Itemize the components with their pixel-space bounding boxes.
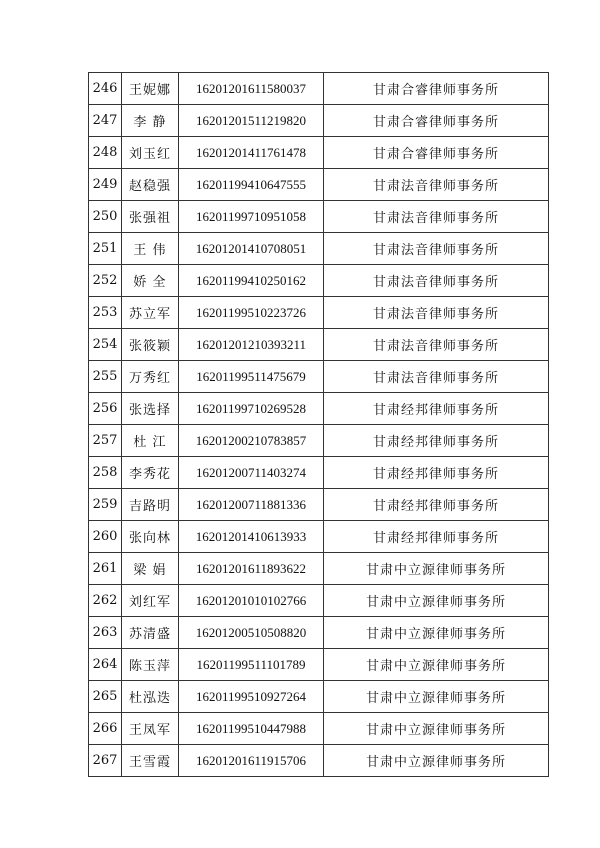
lawyer-name: 吉路明 [122, 489, 179, 521]
lawyer-name: 陈玉萍 [122, 649, 179, 681]
lawyer-name: 杜泓迭 [122, 681, 179, 713]
table-row [89, 137, 549, 169]
table-row [89, 617, 549, 649]
license-number: 16201199511101789 [179, 649, 324, 681]
law-firm-name: 甘肃中立源律师事务所 [324, 745, 549, 777]
law-firm-name: 甘肃中立源律师事务所 [324, 585, 549, 617]
law-firm-name: 甘肃法音律师事务所 [324, 169, 549, 201]
row-number: 255 [89, 361, 122, 393]
license-number: 16201200210783857 [179, 425, 324, 457]
license-number: 16201199511475679 [179, 361, 324, 393]
law-firm-name: 甘肃经邦律师事务所 [324, 457, 549, 489]
law-firm-name: 甘肃法音律师事务所 [324, 297, 549, 329]
lawyer-name: 王凤军 [122, 713, 179, 745]
law-firm-name: 甘肃中立源律师事务所 [324, 617, 549, 649]
lawyer-name: 娇 全 [122, 265, 179, 297]
license-number: 16201201511219820 [179, 105, 324, 137]
law-firm-name: 甘肃法音律师事务所 [324, 361, 549, 393]
license-number: 16201199710269528 [179, 393, 324, 425]
license-number: 16201199410250162 [179, 265, 324, 297]
lawyer-name: 王雪霞 [122, 745, 179, 777]
table-row [89, 585, 549, 617]
lawyer-name: 张筱颖 [122, 329, 179, 361]
row-number: 261 [89, 553, 122, 585]
table-row [89, 169, 549, 201]
lawyer-name: 杜 江 [122, 425, 179, 457]
row-number: 256 [89, 393, 122, 425]
lawyer-name: 张向林 [122, 521, 179, 553]
row-number: 254 [89, 329, 122, 361]
row-number: 251 [89, 233, 122, 265]
license-number: 16201201210393211 [179, 329, 324, 361]
table-row [89, 393, 549, 425]
law-firm-name: 甘肃经邦律师事务所 [324, 425, 549, 457]
license-number: 16201200711881336 [179, 489, 324, 521]
row-number: 253 [89, 297, 122, 329]
row-number: 265 [89, 681, 122, 713]
license-number: 16201201410708051 [179, 233, 324, 265]
lawyer-name: 苏立军 [122, 297, 179, 329]
lawyer-name: 王妮娜 [122, 73, 179, 105]
law-firm-name: 甘肃中立源律师事务所 [324, 681, 549, 713]
row-number: 257 [89, 425, 122, 457]
license-number: 16201199410647555 [179, 169, 324, 201]
license-number: 16201201611580037 [179, 73, 324, 105]
row-number: 260 [89, 521, 122, 553]
table-row [89, 425, 549, 457]
table-row [89, 745, 549, 777]
license-number: 16201199510927264 [179, 681, 324, 713]
license-number: 16201201611915706 [179, 745, 324, 777]
license-number: 16201200510508820 [179, 617, 324, 649]
lawyer-name: 王 伟 [122, 233, 179, 265]
row-number: 266 [89, 713, 122, 745]
table-row [89, 329, 549, 361]
lawyer-name: 刘玉红 [122, 137, 179, 169]
row-number: 250 [89, 201, 122, 233]
law-firm-name: 甘肃经邦律师事务所 [324, 521, 549, 553]
law-firm-name: 甘肃法音律师事务所 [324, 201, 549, 233]
row-number: 263 [89, 617, 122, 649]
law-firm-name: 甘肃合睿律师事务所 [324, 105, 549, 137]
table-row [89, 457, 549, 489]
table-row [89, 489, 549, 521]
lawyer-name: 梁 娟 [122, 553, 179, 585]
license-number: 16201199710951058 [179, 201, 324, 233]
table-row [89, 361, 549, 393]
law-firm-name: 甘肃法音律师事务所 [324, 329, 549, 361]
table-row [89, 681, 549, 713]
lawyer-name: 李秀花 [122, 457, 179, 489]
lawyer-name: 刘红军 [122, 585, 179, 617]
lawyer-name: 张强祖 [122, 201, 179, 233]
license-number: 16201199510447988 [179, 713, 324, 745]
row-number: 247 [89, 105, 122, 137]
law-firm-name: 甘肃中立源律师事务所 [324, 713, 549, 745]
lawyer-roster-table [88, 72, 549, 777]
license-number: 16201201611893622 [179, 553, 324, 585]
table-row [89, 73, 549, 105]
row-number: 248 [89, 137, 122, 169]
law-firm-name: 甘肃经邦律师事务所 [324, 393, 549, 425]
lawyer-name: 万秀红 [122, 361, 179, 393]
law-firm-name: 甘肃法音律师事务所 [324, 233, 549, 265]
lawyer-name: 李 静 [122, 105, 179, 137]
table-row [89, 201, 549, 233]
table-row [89, 297, 549, 329]
row-number: 246 [89, 73, 122, 105]
license-number: 16201201410613933 [179, 521, 324, 553]
law-firm-name: 甘肃中立源律师事务所 [324, 553, 549, 585]
row-number: 252 [89, 265, 122, 297]
row-number: 259 [89, 489, 122, 521]
table-row [89, 265, 549, 297]
table-row [89, 521, 549, 553]
lawyer-name: 赵稳强 [122, 169, 179, 201]
table-row [89, 649, 549, 681]
license-number: 16201199510223726 [179, 297, 324, 329]
law-firm-name: 甘肃中立源律师事务所 [324, 649, 549, 681]
lawyer-name: 苏清盛 [122, 617, 179, 649]
table-row [89, 553, 549, 585]
table-row [89, 713, 549, 745]
license-number: 16201201411761478 [179, 137, 324, 169]
license-number: 16201201010102766 [179, 585, 324, 617]
roster-body [89, 73, 549, 777]
law-firm-name: 甘肃合睿律师事务所 [324, 73, 549, 105]
lawyer-name: 张选择 [122, 393, 179, 425]
law-firm-name: 甘肃法音律师事务所 [324, 265, 549, 297]
row-number: 249 [89, 169, 122, 201]
table-row [89, 233, 549, 265]
table-row [89, 105, 549, 137]
row-number: 258 [89, 457, 122, 489]
row-number: 262 [89, 585, 122, 617]
license-number: 16201200711403274 [179, 457, 324, 489]
row-number: 264 [89, 649, 122, 681]
law-firm-name: 甘肃经邦律师事务所 [324, 489, 549, 521]
law-firm-name: 甘肃合睿律师事务所 [324, 137, 549, 169]
row-number: 267 [89, 745, 122, 777]
